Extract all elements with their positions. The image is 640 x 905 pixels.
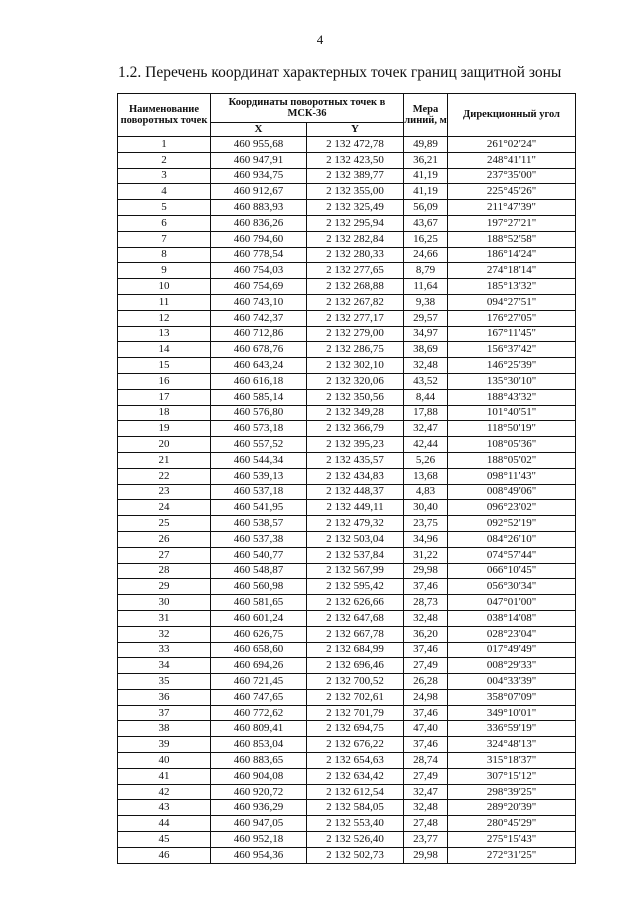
- table-row: [118, 737, 576, 753]
- x-coordinate-cell: 460 794,60: [211, 231, 307, 247]
- x-coordinate-cell: 460 743,10: [211, 294, 307, 310]
- point-number-cell: 32: [118, 626, 211, 642]
- point-number-cell: 24: [118, 500, 211, 516]
- table-row: [118, 563, 576, 579]
- table-row: [118, 816, 576, 832]
- direction-angle-cell: 307°15'12": [448, 768, 576, 784]
- point-number-cell: 28: [118, 563, 211, 579]
- x-coordinate-cell: 460 754,03: [211, 263, 307, 279]
- line-length-cell: 43,52: [404, 373, 448, 389]
- point-number-cell: 31: [118, 610, 211, 626]
- point-number-cell: 10: [118, 279, 211, 295]
- line-length-cell: 32,48: [404, 800, 448, 816]
- direction-angle-cell: 066°10'45": [448, 563, 576, 579]
- direction-angle-cell: 135°30'10": [448, 373, 576, 389]
- header-x: X: [211, 123, 307, 137]
- direction-angle-cell: 084°26'10": [448, 531, 576, 547]
- y-coordinate-cell: 2 132 389,77: [307, 168, 404, 184]
- x-coordinate-cell: 460 954,36: [211, 847, 307, 863]
- line-length-cell: 29,98: [404, 563, 448, 579]
- direction-angle-cell: 092°52'19": [448, 516, 576, 532]
- direction-angle-cell: 038°14'08": [448, 610, 576, 626]
- point-number-cell: 42: [118, 784, 211, 800]
- y-coordinate-cell: 2 132 366,79: [307, 421, 404, 437]
- table-row: [118, 421, 576, 437]
- point-number-cell: 19: [118, 421, 211, 437]
- direction-angle-cell: 185°13'32": [448, 279, 576, 295]
- x-coordinate-cell: 460 934,75: [211, 168, 307, 184]
- table-row: [118, 310, 576, 326]
- line-length-cell: 28,73: [404, 595, 448, 611]
- x-coordinate-cell: 460 616,18: [211, 373, 307, 389]
- x-coordinate-cell: 460 712,86: [211, 326, 307, 342]
- line-length-cell: 43,67: [404, 215, 448, 231]
- table-body: [118, 137, 576, 864]
- line-length-cell: 17,88: [404, 405, 448, 421]
- line-length-cell: 27,49: [404, 768, 448, 784]
- table-header: [118, 94, 576, 137]
- line-length-cell: 37,46: [404, 705, 448, 721]
- point-number-cell: 39: [118, 737, 211, 753]
- table-row: [118, 705, 576, 721]
- direction-angle-cell: 274°18'14": [448, 263, 576, 279]
- x-coordinate-cell: 460 947,05: [211, 816, 307, 832]
- line-length-cell: 28,74: [404, 753, 448, 769]
- table-row: [118, 658, 576, 674]
- direction-angle-cell: 188°05'02": [448, 452, 576, 468]
- table-row: [118, 342, 576, 358]
- y-coordinate-cell: 2 132 277,17: [307, 310, 404, 326]
- x-coordinate-cell: 460 883,93: [211, 200, 307, 216]
- direction-angle-cell: 289°20'39": [448, 800, 576, 816]
- table-row: [118, 500, 576, 516]
- x-coordinate-cell: 460 537,18: [211, 484, 307, 500]
- y-coordinate-cell: 2 132 612,54: [307, 784, 404, 800]
- direction-angle-cell: 211°47'39": [448, 200, 576, 216]
- line-length-cell: 37,46: [404, 579, 448, 595]
- x-coordinate-cell: 460 754,69: [211, 279, 307, 295]
- direction-angle-cell: 188°52'58": [448, 231, 576, 247]
- table-row: [118, 389, 576, 405]
- table-row: [118, 200, 576, 216]
- table-row: [118, 579, 576, 595]
- x-coordinate-cell: 460 626,75: [211, 626, 307, 642]
- point-number-cell: 9: [118, 263, 211, 279]
- line-length-cell: 32,47: [404, 784, 448, 800]
- direction-angle-cell: 186°14'24": [448, 247, 576, 263]
- point-number-cell: 40: [118, 753, 211, 769]
- direction-angle-cell: 004°33'39": [448, 674, 576, 690]
- header-y: Y: [307, 123, 404, 137]
- table-row: [118, 784, 576, 800]
- y-coordinate-cell: 2 132 700,52: [307, 674, 404, 690]
- point-number-cell: 20: [118, 437, 211, 453]
- table-row: [118, 800, 576, 816]
- point-number-cell: 15: [118, 358, 211, 374]
- direction-angle-cell: 275°15'43": [448, 832, 576, 848]
- point-number-cell: 18: [118, 405, 211, 421]
- y-coordinate-cell: 2 132 701,79: [307, 705, 404, 721]
- line-length-cell: 16,25: [404, 231, 448, 247]
- y-coordinate-cell: 2 132 684,99: [307, 642, 404, 658]
- y-coordinate-cell: 2 132 267,82: [307, 294, 404, 310]
- table-row: [118, 184, 576, 200]
- y-coordinate-cell: 2 132 479,32: [307, 516, 404, 532]
- x-coordinate-cell: 460 548,87: [211, 563, 307, 579]
- table-row: [118, 847, 576, 863]
- point-number-cell: 13: [118, 326, 211, 342]
- header-coordinates: Координаты поворотных точек в МСК-36: [211, 94, 404, 123]
- table-row: [118, 326, 576, 342]
- line-length-cell: 24,98: [404, 689, 448, 705]
- table-row: [118, 610, 576, 626]
- direction-angle-cell: 261°02'24": [448, 137, 576, 153]
- line-length-cell: 32,48: [404, 358, 448, 374]
- y-coordinate-cell: 2 132 355,00: [307, 184, 404, 200]
- table-row: [118, 452, 576, 468]
- line-length-cell: 56,09: [404, 200, 448, 216]
- line-length-cell: 32,47: [404, 421, 448, 437]
- direction-angle-cell: 197°27'21": [448, 215, 576, 231]
- point-number-cell: 11: [118, 294, 211, 310]
- table-row: [118, 468, 576, 484]
- direction-angle-cell: 017°49'49": [448, 642, 576, 658]
- point-number-cell: 23: [118, 484, 211, 500]
- direction-angle-cell: 008°49'06": [448, 484, 576, 500]
- point-number-cell: 1: [118, 137, 211, 153]
- point-number-cell: 35: [118, 674, 211, 690]
- table-row: [118, 642, 576, 658]
- point-number-cell: 21: [118, 452, 211, 468]
- line-length-cell: 41,19: [404, 168, 448, 184]
- y-coordinate-cell: 2 132 696,46: [307, 658, 404, 674]
- line-length-cell: 49,89: [404, 137, 448, 153]
- direction-angle-cell: 358°07'09": [448, 689, 576, 705]
- line-length-cell: 8,44: [404, 389, 448, 405]
- direction-angle-cell: 324°48'13": [448, 737, 576, 753]
- x-coordinate-cell: 460 643,24: [211, 358, 307, 374]
- direction-angle-cell: 108°05'36": [448, 437, 576, 453]
- direction-angle-cell: 315°18'37": [448, 753, 576, 769]
- point-number-cell: 43: [118, 800, 211, 816]
- x-coordinate-cell: 460 955,68: [211, 137, 307, 153]
- x-coordinate-cell: 460 678,76: [211, 342, 307, 358]
- direction-angle-cell: 094°27'51": [448, 294, 576, 310]
- y-coordinate-cell: 2 132 702,61: [307, 689, 404, 705]
- line-length-cell: 27,49: [404, 658, 448, 674]
- section-title: 1.2. Перечень координат характерных точек границ защитной зоны: [118, 64, 562, 81]
- table-row: [118, 674, 576, 690]
- x-coordinate-cell: 460 560,98: [211, 579, 307, 595]
- line-length-cell: 5,26: [404, 452, 448, 468]
- table-row: [118, 484, 576, 500]
- y-coordinate-cell: 2 132 277,65: [307, 263, 404, 279]
- table-row: [118, 832, 576, 848]
- x-coordinate-cell: 460 540,77: [211, 547, 307, 563]
- x-coordinate-cell: 460 585,14: [211, 389, 307, 405]
- y-coordinate-cell: 2 132 526,40: [307, 832, 404, 848]
- direction-angle-cell: 156°37'42": [448, 342, 576, 358]
- x-coordinate-cell: 460 920,72: [211, 784, 307, 800]
- table-row: [118, 405, 576, 421]
- x-coordinate-cell: 460 573,18: [211, 421, 307, 437]
- table-row: [118, 689, 576, 705]
- table-row: [118, 373, 576, 389]
- line-length-cell: 32,48: [404, 610, 448, 626]
- x-coordinate-cell: 460 853,04: [211, 737, 307, 753]
- line-length-cell: 26,28: [404, 674, 448, 690]
- table-row: [118, 721, 576, 737]
- table-row: [118, 215, 576, 231]
- point-number-cell: 7: [118, 231, 211, 247]
- line-length-cell: 37,46: [404, 737, 448, 753]
- direction-angle-cell: 248°41'11": [448, 152, 576, 168]
- point-number-cell: 3: [118, 168, 211, 184]
- direction-angle-cell: 336°59'19": [448, 721, 576, 737]
- direction-angle-cell: 146°25'39": [448, 358, 576, 374]
- x-coordinate-cell: 460 778,54: [211, 247, 307, 263]
- point-number-cell: 16: [118, 373, 211, 389]
- header-line-length: Мера линий, м: [404, 94, 448, 137]
- y-coordinate-cell: 2 132 626,66: [307, 595, 404, 611]
- line-length-cell: 34,96: [404, 531, 448, 547]
- line-length-cell: 47,40: [404, 721, 448, 737]
- point-number-cell: 22: [118, 468, 211, 484]
- y-coordinate-cell: 2 132 435,57: [307, 452, 404, 468]
- table-row: [118, 279, 576, 295]
- x-coordinate-cell: 460 544,34: [211, 452, 307, 468]
- point-number-cell: 30: [118, 595, 211, 611]
- x-coordinate-cell: 460 576,80: [211, 405, 307, 421]
- coordinates-table: [117, 93, 576, 864]
- y-coordinate-cell: 2 132 584,05: [307, 800, 404, 816]
- y-coordinate-cell: 2 132 537,84: [307, 547, 404, 563]
- direction-angle-cell: 167°11'45": [448, 326, 576, 342]
- y-coordinate-cell: 2 132 320,06: [307, 373, 404, 389]
- y-coordinate-cell: 2 132 279,00: [307, 326, 404, 342]
- table-row: [118, 768, 576, 784]
- point-number-cell: 38: [118, 721, 211, 737]
- point-number-cell: 41: [118, 768, 211, 784]
- x-coordinate-cell: 460 742,37: [211, 310, 307, 326]
- table-row: [118, 626, 576, 642]
- point-number-cell: 26: [118, 531, 211, 547]
- x-coordinate-cell: 460 904,08: [211, 768, 307, 784]
- direction-angle-cell: 272°31'25": [448, 847, 576, 863]
- x-coordinate-cell: 460 557,52: [211, 437, 307, 453]
- y-coordinate-cell: 2 132 395,23: [307, 437, 404, 453]
- line-length-cell: 31,22: [404, 547, 448, 563]
- table-row: [118, 516, 576, 532]
- point-number-cell: 37: [118, 705, 211, 721]
- y-coordinate-cell: 2 132 286,75: [307, 342, 404, 358]
- y-coordinate-cell: 2 132 667,78: [307, 626, 404, 642]
- y-coordinate-cell: 2 132 282,84: [307, 231, 404, 247]
- x-coordinate-cell: 460 541,95: [211, 500, 307, 516]
- line-length-cell: 34,97: [404, 326, 448, 342]
- line-length-cell: 29,57: [404, 310, 448, 326]
- point-number-cell: 45: [118, 832, 211, 848]
- y-coordinate-cell: 2 132 268,88: [307, 279, 404, 295]
- table-row: [118, 247, 576, 263]
- x-coordinate-cell: 460 936,29: [211, 800, 307, 816]
- direction-angle-cell: 349°10'01": [448, 705, 576, 721]
- table-row: [118, 753, 576, 769]
- x-coordinate-cell: 460 694,26: [211, 658, 307, 674]
- page-number: 4: [316, 32, 324, 47]
- y-coordinate-cell: 2 132 553,40: [307, 816, 404, 832]
- table-row: [118, 595, 576, 611]
- table-row: [118, 531, 576, 547]
- line-length-cell: 8,79: [404, 263, 448, 279]
- table-row: [118, 152, 576, 168]
- point-number-cell: 14: [118, 342, 211, 358]
- x-coordinate-cell: 460 809,41: [211, 721, 307, 737]
- point-number-cell: 29: [118, 579, 211, 595]
- table-row: [118, 294, 576, 310]
- y-coordinate-cell: 2 132 280,33: [307, 247, 404, 263]
- point-number-cell: 27: [118, 547, 211, 563]
- direction-angle-cell: 176°27'05": [448, 310, 576, 326]
- x-coordinate-cell: 460 539,13: [211, 468, 307, 484]
- direction-angle-cell: 118°50'19": [448, 421, 576, 437]
- direction-angle-cell: 098°11'43": [448, 468, 576, 484]
- point-number-cell: 12: [118, 310, 211, 326]
- line-length-cell: 41,19: [404, 184, 448, 200]
- y-coordinate-cell: 2 132 694,75: [307, 721, 404, 737]
- point-number-cell: 17: [118, 389, 211, 405]
- x-coordinate-cell: 460 538,57: [211, 516, 307, 532]
- line-length-cell: 38,69: [404, 342, 448, 358]
- point-number-cell: 2: [118, 152, 211, 168]
- line-length-cell: 23,75: [404, 516, 448, 532]
- line-length-cell: 29,98: [404, 847, 448, 863]
- x-coordinate-cell: 460 747,65: [211, 689, 307, 705]
- x-coordinate-cell: 460 947,91: [211, 152, 307, 168]
- line-length-cell: 36,20: [404, 626, 448, 642]
- y-coordinate-cell: 2 132 647,68: [307, 610, 404, 626]
- x-coordinate-cell: 460 537,38: [211, 531, 307, 547]
- y-coordinate-cell: 2 132 434,83: [307, 468, 404, 484]
- x-coordinate-cell: 460 658,60: [211, 642, 307, 658]
- direction-angle-cell: 096°23'02": [448, 500, 576, 516]
- point-number-cell: 34: [118, 658, 211, 674]
- direction-angle-cell: 280°45'29": [448, 816, 576, 832]
- x-coordinate-cell: 460 601,24: [211, 610, 307, 626]
- y-coordinate-cell: 2 132 676,22: [307, 737, 404, 753]
- y-coordinate-cell: 2 132 295,94: [307, 215, 404, 231]
- y-coordinate-cell: 2 132 502,73: [307, 847, 404, 863]
- x-coordinate-cell: 460 883,65: [211, 753, 307, 769]
- y-coordinate-cell: 2 132 654,63: [307, 753, 404, 769]
- direction-angle-cell: 047°01'00": [448, 595, 576, 611]
- y-coordinate-cell: 2 132 472,78: [307, 137, 404, 153]
- direction-angle-cell: 188°43'32": [448, 389, 576, 405]
- direction-angle-cell: 298°39'25": [448, 784, 576, 800]
- line-length-cell: 37,46: [404, 642, 448, 658]
- direction-angle-cell: 225°45'26": [448, 184, 576, 200]
- y-coordinate-cell: 2 132 423,50: [307, 152, 404, 168]
- direction-angle-cell: 101°40'51": [448, 405, 576, 421]
- point-number-cell: 6: [118, 215, 211, 231]
- y-coordinate-cell: 2 132 634,42: [307, 768, 404, 784]
- y-coordinate-cell: 2 132 595,42: [307, 579, 404, 595]
- line-length-cell: 4,83: [404, 484, 448, 500]
- y-coordinate-cell: 2 132 350,56: [307, 389, 404, 405]
- point-number-cell: 4: [118, 184, 211, 200]
- table-row: [118, 437, 576, 453]
- line-length-cell: 42,44: [404, 437, 448, 453]
- table-row: [118, 137, 576, 153]
- y-coordinate-cell: 2 132 349,28: [307, 405, 404, 421]
- table-row: [118, 168, 576, 184]
- x-coordinate-cell: 460 836,26: [211, 215, 307, 231]
- line-length-cell: 36,21: [404, 152, 448, 168]
- x-coordinate-cell: 460 912,67: [211, 184, 307, 200]
- y-coordinate-cell: 2 132 448,37: [307, 484, 404, 500]
- point-number-cell: 5: [118, 200, 211, 216]
- direction-angle-cell: 008°29'33": [448, 658, 576, 674]
- point-number-cell: 8: [118, 247, 211, 263]
- table-row: [118, 547, 576, 563]
- line-length-cell: 24,66: [404, 247, 448, 263]
- x-coordinate-cell: 460 772,62: [211, 705, 307, 721]
- line-length-cell: 11,64: [404, 279, 448, 295]
- header-direction-angle: Дирекционный угол: [448, 94, 576, 137]
- line-length-cell: 30,40: [404, 500, 448, 516]
- line-length-cell: 9,38: [404, 294, 448, 310]
- x-coordinate-cell: 460 952,18: [211, 832, 307, 848]
- point-number-cell: 44: [118, 816, 211, 832]
- y-coordinate-cell: 2 132 503,04: [307, 531, 404, 547]
- table-row: [118, 263, 576, 279]
- line-length-cell: 27,48: [404, 816, 448, 832]
- line-length-cell: 13,68: [404, 468, 448, 484]
- point-number-cell: 33: [118, 642, 211, 658]
- header-point-name: Наименование поворотных точек: [118, 94, 211, 137]
- direction-angle-cell: 028°23'04": [448, 626, 576, 642]
- table-row: [118, 358, 576, 374]
- y-coordinate-cell: 2 132 449,11: [307, 500, 404, 516]
- line-length-cell: 23,77: [404, 832, 448, 848]
- point-number-cell: 25: [118, 516, 211, 532]
- x-coordinate-cell: 460 721,45: [211, 674, 307, 690]
- y-coordinate-cell: 2 132 302,10: [307, 358, 404, 374]
- direction-angle-cell: 056°30'34": [448, 579, 576, 595]
- x-coordinate-cell: 460 581,65: [211, 595, 307, 611]
- table-row: [118, 231, 576, 247]
- y-coordinate-cell: 2 132 325,49: [307, 200, 404, 216]
- y-coordinate-cell: 2 132 567,99: [307, 563, 404, 579]
- point-number-cell: 36: [118, 689, 211, 705]
- direction-angle-cell: 074°57'44": [448, 547, 576, 563]
- direction-angle-cell: 237°35'00": [448, 168, 576, 184]
- point-number-cell: 46: [118, 847, 211, 863]
